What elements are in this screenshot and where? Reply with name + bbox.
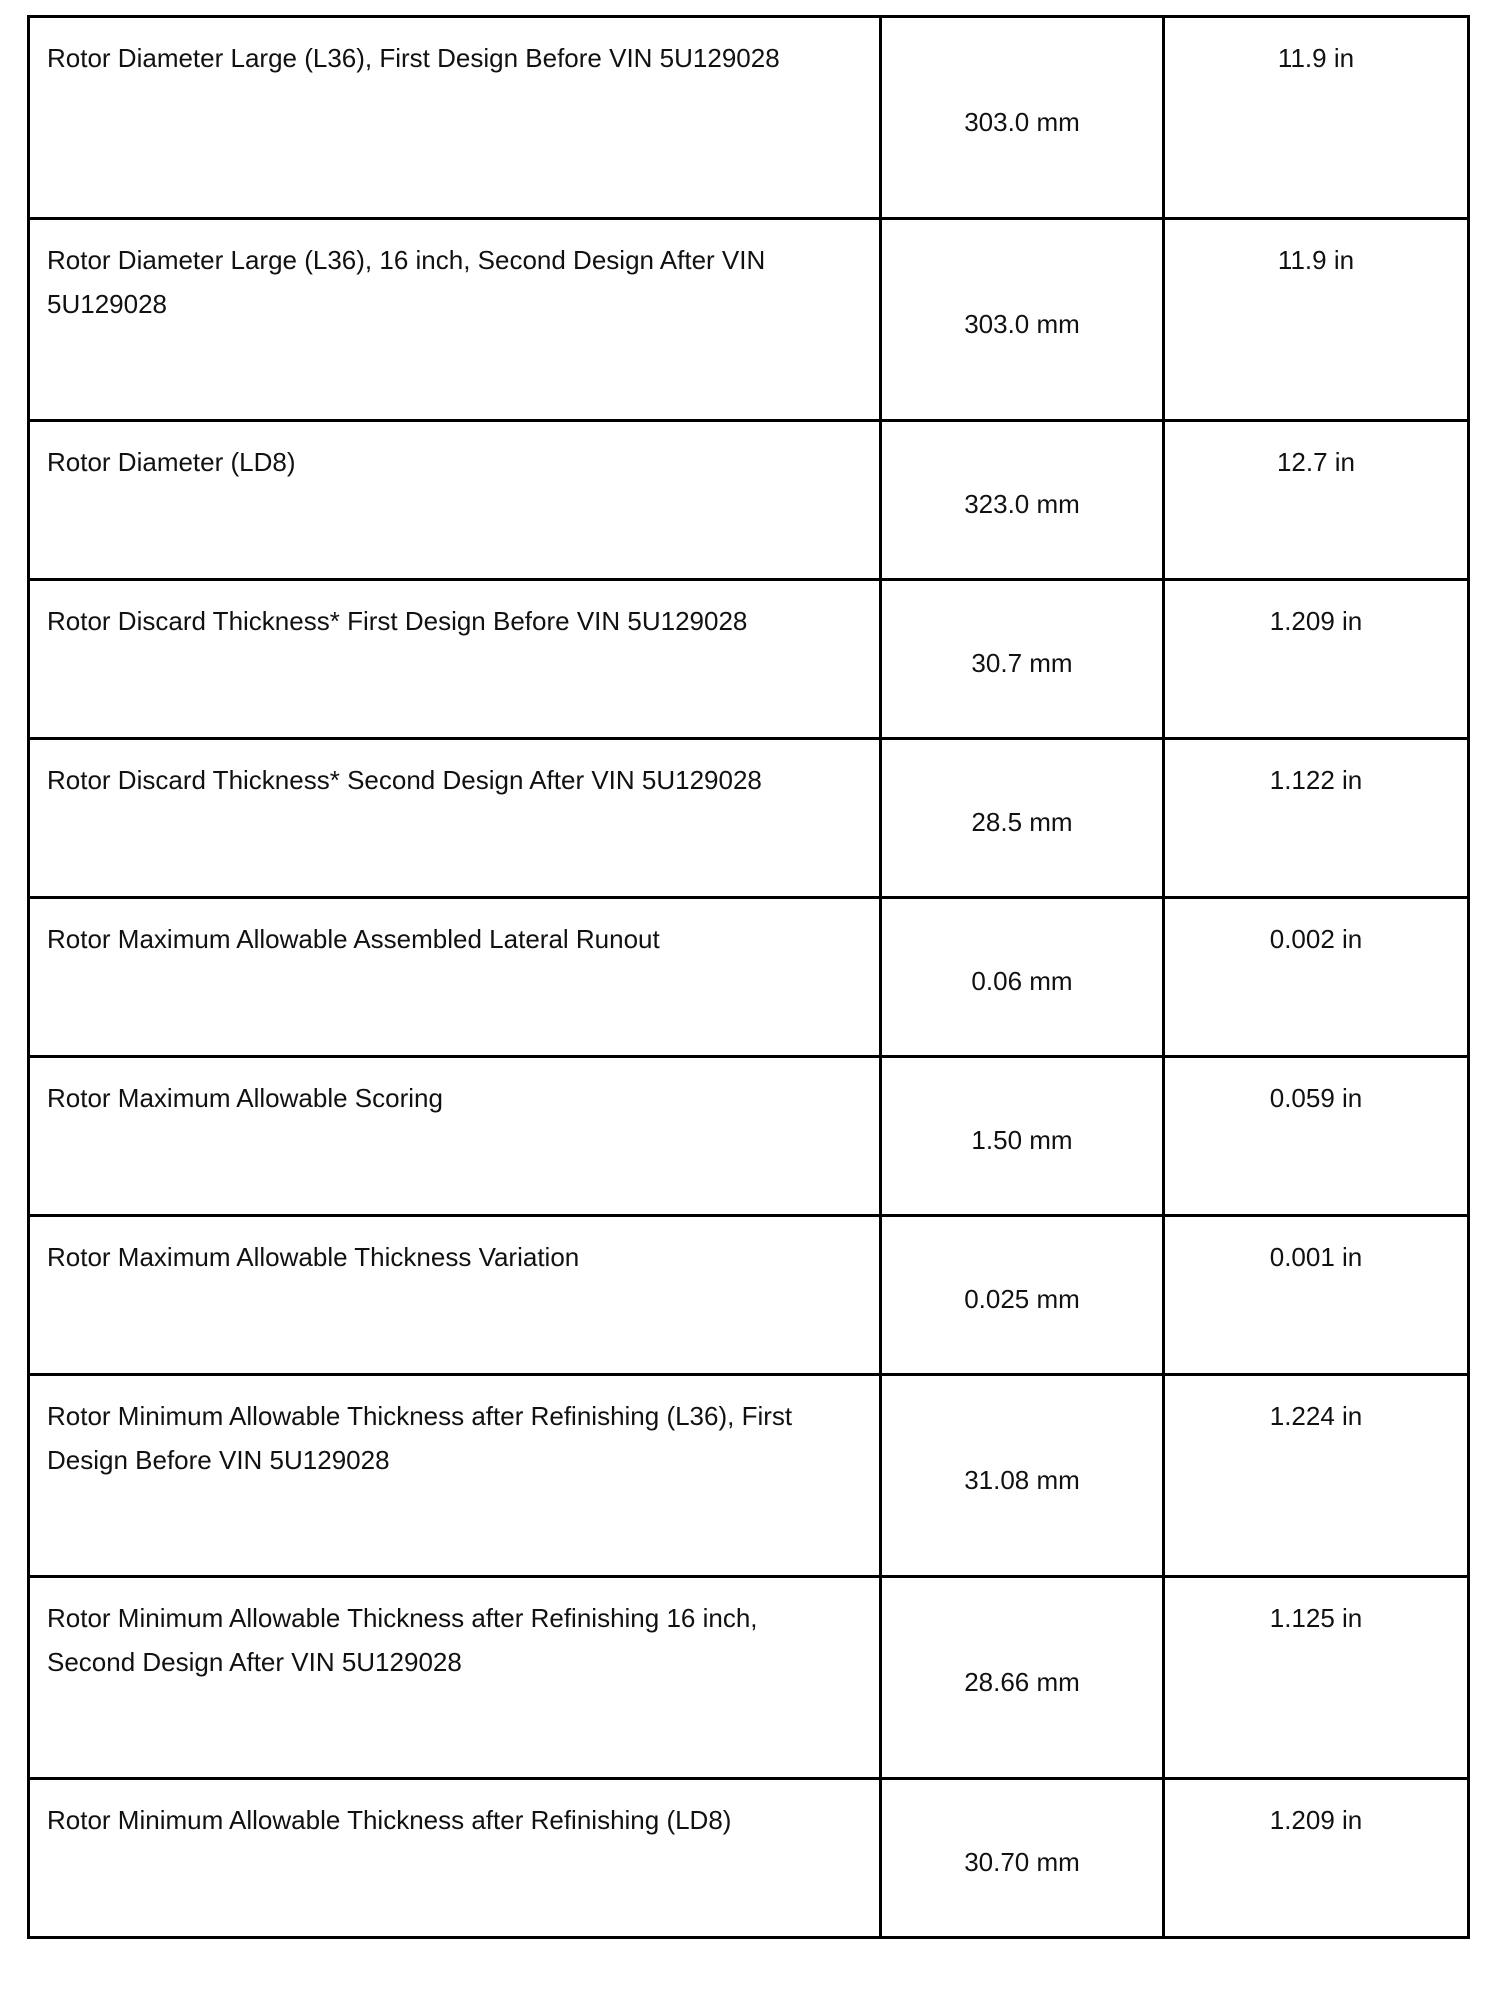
table-row [29,898,1469,1057]
metric-cell [881,17,1164,219]
description-text: Rotor Minimum Allowable Thickness after Refinishing (L36), First Design Before VIN 5U129028 [47,1401,793,1475]
metric-value: 31.08 mm [964,1465,1080,1495]
description-text: Rotor Discard Thickness* Second Design After VIN 5U129028 [47,765,762,795]
english-cell [1164,1375,1469,1577]
english-value: 0.002 in [1269,924,1363,954]
english-cell [1164,898,1469,1057]
description-text: Rotor Maximum Allowable Assembled Lateral Runout [47,924,660,954]
metric-value: 28.5 mm [971,807,1073,837]
metric-value: 30.7 mm [971,648,1073,678]
description-text: Rotor Maximum Allowable Thickness Variation [47,1242,580,1272]
description-cell [29,1375,881,1577]
description-text: Rotor Diameter (LD8) [47,447,296,477]
english-value: 11.9 in [1277,43,1355,73]
english-cell [1164,17,1469,219]
metric-value: 1.50 mm [971,1125,1073,1155]
table-row [29,1057,1469,1216]
metric-value: 0.025 mm [964,1284,1080,1314]
table-row [29,219,1469,421]
metric-cell [881,219,1164,421]
english-value: 1.209 in [1269,606,1363,636]
description-text: Rotor Minimum Allowable Thickness after Refinishing (LD8) [47,1805,732,1835]
metric-cell [881,1577,1164,1779]
english-value: 1.209 in [1269,1805,1363,1835]
english-cell [1164,1577,1469,1779]
specifications-table [27,15,1470,1939]
english-cell [1164,1779,1469,1938]
table-row [29,1577,1469,1779]
table-row [29,421,1469,580]
metric-cell [881,739,1164,898]
english-value: 12.7 in [1276,447,1356,477]
english-value: 1.122 in [1269,765,1363,795]
description-cell [29,421,881,580]
metric-cell [881,1375,1164,1577]
table-row [29,1375,1469,1577]
english-cell [1164,1216,1469,1375]
english-value: 1.125 in [1269,1603,1363,1633]
description-cell [29,1216,881,1375]
metric-cell [881,1216,1164,1375]
metric-value: 30.70 mm [964,1847,1080,1877]
english-value: 1.224 in [1269,1401,1363,1431]
metric-value: 303.0 mm [964,309,1080,339]
metric-value: 0.06 mm [971,966,1073,996]
metric-cell [881,421,1164,580]
table-row [29,1779,1469,1938]
table-row [29,1216,1469,1375]
english-cell [1164,580,1469,739]
metric-value: 323.0 mm [964,489,1080,519]
metric-cell [881,1057,1164,1216]
english-value: 11.9 in [1277,245,1355,275]
table-row [29,580,1469,739]
description-cell [29,1057,881,1216]
description-text: Rotor Diameter Large (L36), 16 inch, Second Design After VIN 5U129028 [47,245,766,319]
english-value: 0.001 in [1269,1242,1363,1272]
description-cell [29,17,881,219]
table-row [29,739,1469,898]
description-text: Rotor Minimum Allowable Thickness after Refinishing 16 inch, Second Design After VIN 5U129028 [47,1603,758,1677]
english-value: 0.059 in [1269,1083,1363,1113]
metric-value: 28.66 mm [964,1667,1080,1697]
metric-cell [881,1779,1164,1938]
description-cell [29,219,881,421]
english-cell [1164,739,1469,898]
description-cell [29,580,881,739]
english-cell [1164,219,1469,421]
table-row [29,17,1469,219]
description-text: Rotor Diameter Large (L36), First Design Before VIN 5U129028 [47,43,780,73]
description-cell [29,739,881,898]
description-cell [29,1779,881,1938]
description-text: Rotor Discard Thickness* First Design Before VIN 5U129028 [47,606,748,636]
english-cell [1164,1057,1469,1216]
metric-cell [881,580,1164,739]
metric-value: 303.0 mm [964,107,1080,137]
description-text: Rotor Maximum Allowable Scoring [47,1083,443,1113]
metric-cell [881,898,1164,1057]
description-cell [29,1577,881,1779]
english-cell [1164,421,1469,580]
description-cell [29,898,881,1057]
